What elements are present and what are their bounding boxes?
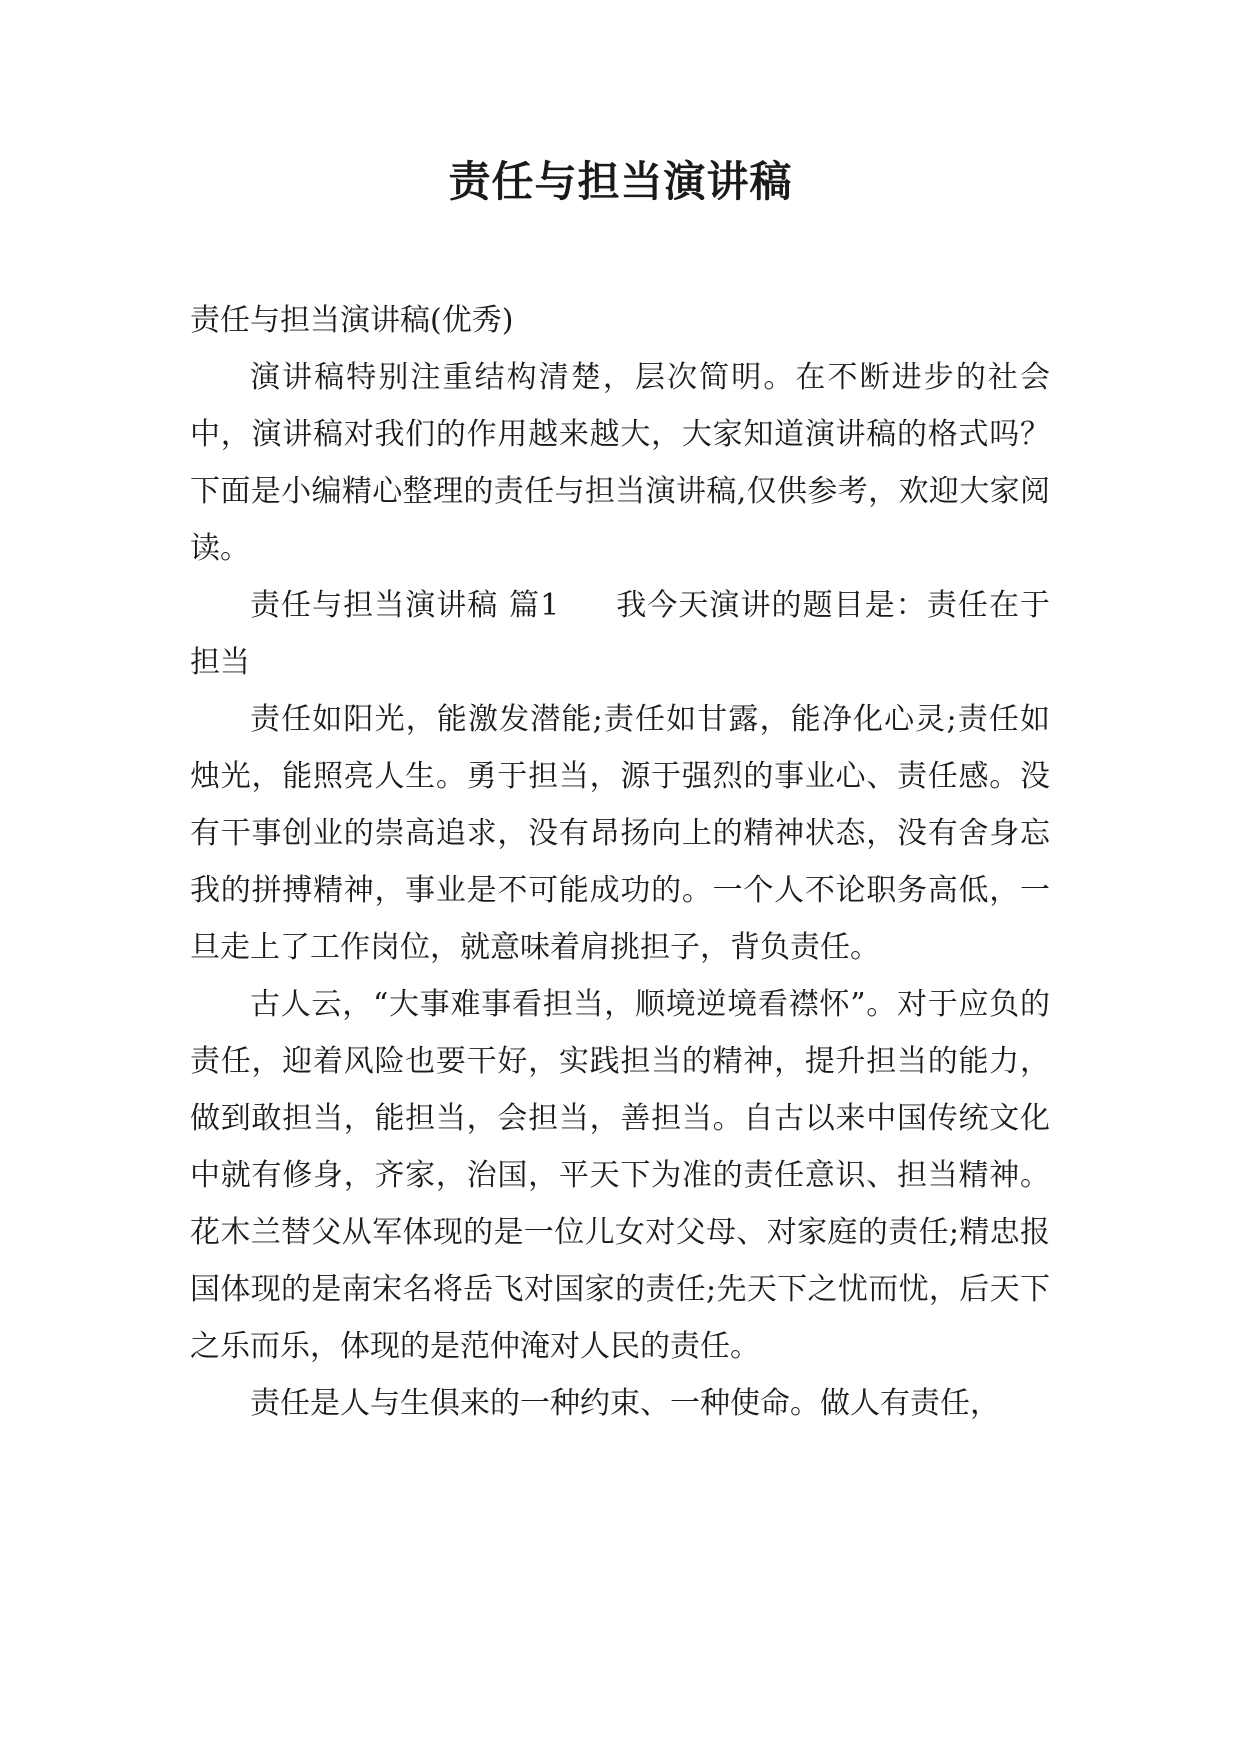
paragraph-innate-responsibility: 责任是人与生俱来的一种约束、一种使命。做人有责任， xyxy=(250,1386,1000,1421)
section-heading-line xyxy=(190,577,1050,691)
paragraph-responsibility-sunlight: 责任如阳光，能激发潜能;责任如甘露，能净化心灵;责任如烛光，能照亮人生。勇于担当，源于强烈的事业心、责任感。没有干事创业的崇高追求，没有昂扬向上的精神状态，没有舍身忘我的拼搏精神，事业是不可能成功的。一个人不论职务高低，一旦走上了工作岗位，就意味着肩挑担子，背负责任。 xyxy=(190,702,1050,965)
section-heading: 责任与担当演讲稿 篇1 xyxy=(250,588,560,623)
section-lead: 我今天演讲的题目是：责任在于担当 xyxy=(190,588,1051,680)
intro-paragraph: 演讲稿特别注重结构清楚，层次简明。在不断进步的社会中，演讲稿对我们的作用越来越大，大家知道演讲稿的格式吗？下面是小编精心整理的责任与担当演讲稿,仅供参考，欢迎大家阅读。 xyxy=(190,360,1050,566)
document-body xyxy=(190,292,1050,1432)
paragraph-ancients-said: 古人云，“大事难事看担当，顺境逆境看襟怀”。对于应负的责任，迎着风险也要干好，实践担当的精神，提升担当的能力，做到敢担当，能担当，会担当，善担当。自古以来中国传统文化中就有修身，齐家，治国，平天下为准的责任意识、担当精神。花木兰替父从军体现的是一位儿女对父母、对家庭的责任;精忠报国体现的是南宋名将岳飞对国家的责任;先天下之忧而忧，后天下之乐而乐，体现的是范仲淹对人民的责任。 xyxy=(190,987,1050,1364)
document-title: 责任与担当演讲稿 xyxy=(448,157,793,206)
document-subtitle: 责任与担当演讲稿(优秀) xyxy=(190,303,514,338)
